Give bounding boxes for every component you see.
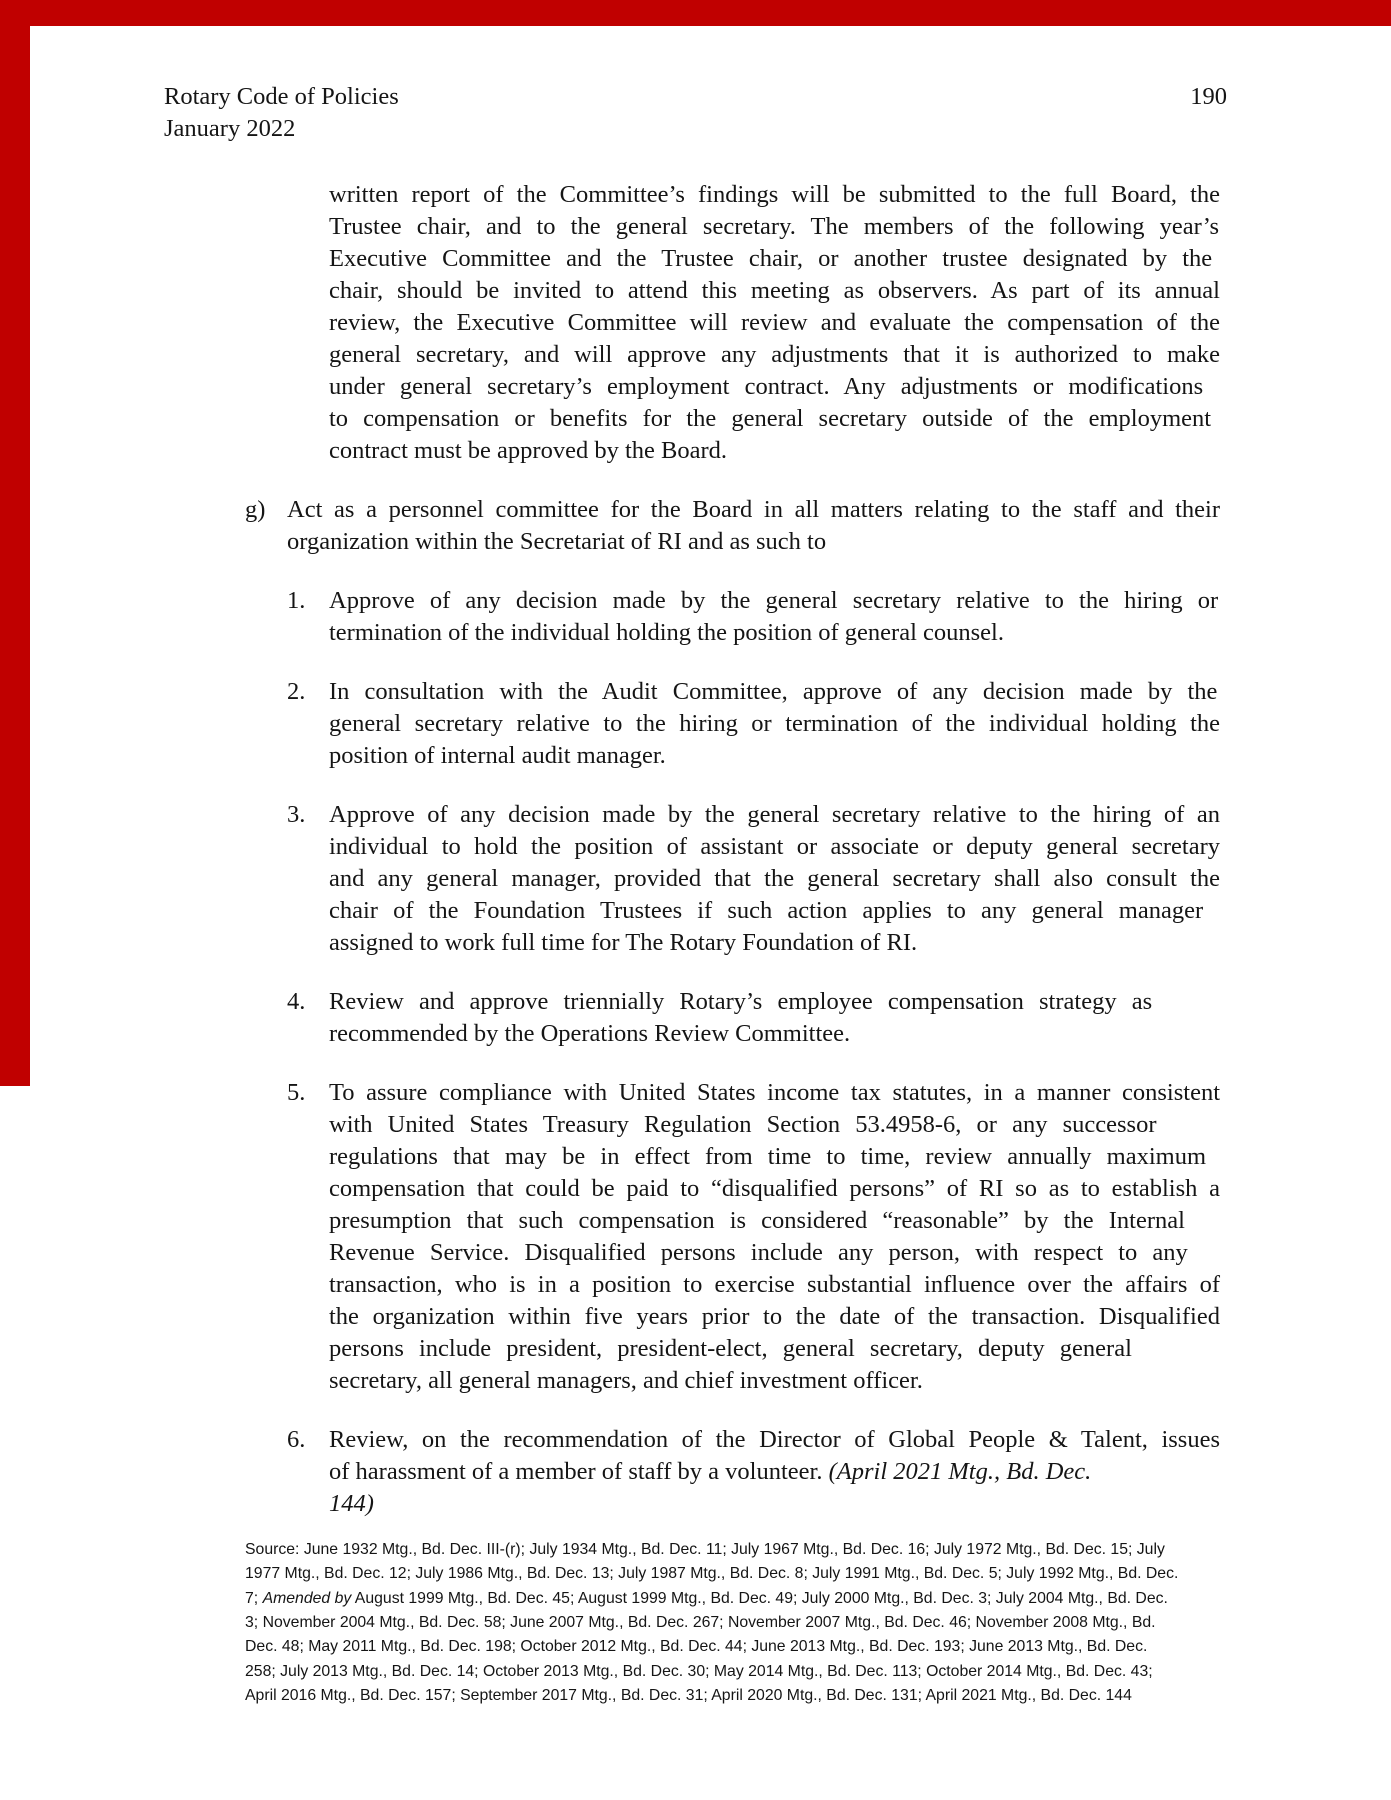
list-item-6-number: 6. [287,1426,306,1453]
list-item-6: 6. Review, on the recommendation of the Director of Global People & Talent, issues of harassment of a member of staff by a volunteer. (April 2021 Mtg., Bd. Dec. 144) [287,1426,1220,1517]
page-number: 190 [1190,83,1227,110]
page-header-title: Rotary Code of Policies [164,83,399,110]
list-item-4: 4. Review and approve triennially Rotary’s employee compensation strategy as recommended by the Operations Review Committee. [287,988,1153,1047]
amended-by-label: Amended by [262,1589,352,1607]
list-item-3: 3. Approve of any decision made by the general secretary relative to the hiring of an individual to hold the position of assistant or associate or deputy general secretary and any general manager, provided that the general secretary shall also consult the chair of the Foundation Trustees if such action applies to any general manager assigned to work full time for The Rotary Foundation of RI. [287,801,1220,956]
intro-paragraph: written report of the Committee’s findings will be submitted to the full Board, the Trustee chair, and to the general secretary. The members of the following year’s Executive Committee and the Trustee chair, or another trustee designated by the chair, should be invited to attend this meeting as observers. As part of its annual review, the Executive Committee will review and evaluate the compensation of the general secretary, and will approve any adjustments that it is authorized to make under general secretary’s employment contract. Any adjustments or modifications to compensation or benefits for the general secretary outside of the employment contract must be approved by the Board. [329,181,1220,464]
list-item-4-number: 4. [287,988,306,1015]
list-item-3-number: 3. [287,801,306,828]
list-item-5: 5. To assure compliance with United States income tax statutes, in a manner consistent with United States Treasury Regulation Section 53.4958-6, or any successor regulations that may be in effect from time to time, review annually maximum compensation that could be paid to “disqualified persons” of RI so as to establish a presumption that such compensation is considered “reasonable” by the Internal Revenue Service. Disqualified persons include any person, with respect to any transaction, who is in a position to exercise substantial influence over the affairs of the organization within five years prior to the date of the transaction. Disqualified persons include president, president-elect, general secretary, deputy general secretary, all general managers, and chief investment officer. [287,1079,1220,1394]
meeting-citation: (April 2021 Mtg., Bd. Dec. [828,1458,1092,1485]
meeting-citation-end: 144) [329,1490,374,1517]
red-top-edge-mark [0,0,1391,26]
list-item-2: 2. In consultation with the Audit Committee, approve of any decision made by the general secretary relative to the hiring or termination of the individual holding the position of internal audit manager. [287,678,1220,769]
list-item-5-number: 5. [287,1079,306,1106]
source-note: Source: June 1932 Mtg., Bd. Dec. III-(r); July 1934 Mtg., Bd. Dec. 11; July 1967 Mtg., Bd. Dec. 16; July 1972 Mtg., Bd. Dec. 15; July 1977 Mtg., Bd. Dec. 12; July 1986 Mtg., Bd. Dec. 13; July 1987 Mtg., Bd. Dec. 8; July 1991 Mtg., Bd. Dec. 5; July 1992 Mtg., Bd. Dec. 7; Amended by August 1999 Mtg., Bd. Dec. 45; August 1999 Mtg., Bd. Dec. 49; July 2000 Mtg., Bd. Dec. 3; July 2004 Mtg., Bd. Dec. 3; November 2004 Mtg., Bd. Dec. 58; June 2007 Mtg., Bd. Dec. 267; November 2007 Mtg., Bd. Dec. 46; November 2008 Mtg., Bd. Dec. 48; May 2011 Mtg., Bd. Dec. 198; October 2012 Mtg., Bd. Dec. 44; June 2013 Mtg., Bd. Dec. 193; June 2013 Mtg., Bd. Dec. 258; July 2013 Mtg., Bd. Dec. 14; October 2013 Mtg., Bd. Dec. 30; May 2014 Mtg., Bd. Dec. 113; October 2014 Mtg., Bd. Dec. 43; April 2016 Mtg., Bd. Dec. 157; September 2017 Mtg., Bd. Dec. 31; April 2020 Mtg., Bd. Dec. 131; April 2021 Mtg., Bd. Dec. 144 [245,1541,1179,1704]
item-g-marker: g) [245,496,266,523]
red-left-edge-mark [0,0,30,1086]
list-item-1: 1. Approve of any decision made by the general secretary relative to the hiring or termination of the individual holding the position of general counsel. [287,587,1219,646]
item-g-paragraph: g) Act as a personnel committee for the Board in all matters relating to the staff and their organization within the Secretariat of RI and as such to [245,496,1220,555]
list-item-1-number: 1. [287,587,306,614]
list-item-2-number: 2. [287,678,306,705]
page-header-date: January 2022 [164,115,296,142]
